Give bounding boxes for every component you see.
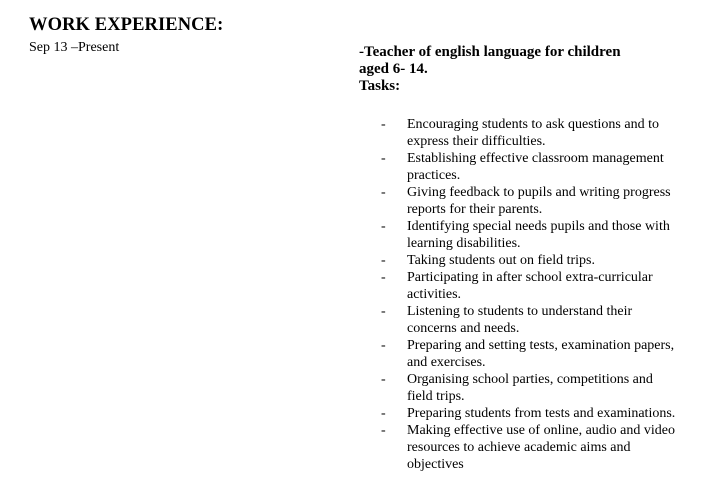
task-list [381,116,681,473]
task-item [381,218,681,252]
tasks-label: Tasks: [359,78,401,94]
task-text: Encouraging students to ask questions and to express their difficulties. [407,117,659,149]
bullet-dash-icon: - [381,219,386,234]
task-item [381,422,681,473]
section-heading: WORK EXPERIENCE: [29,15,224,35]
job-title-line-1: -Teacher of english language for children [359,44,621,60]
task-item [381,337,681,371]
task-text: Establishing effective classroom management practices. [407,151,664,183]
task-text: Identifying special needs pupils and those with learning disabilities. [407,219,670,251]
bullet-dash-icon: - [381,253,386,268]
task-item [381,150,681,184]
bullet-dash-icon: - [381,423,386,438]
bullet-dash-icon: - [381,185,386,200]
job-description [359,44,669,95]
task-text: Listening to students to understand their concerns and needs. [407,304,633,336]
task-item [381,405,681,422]
bullet-dash-icon: - [381,270,386,285]
bullet-dash-icon: - [381,338,386,353]
bullet-dash-icon: - [381,406,386,421]
task-text: Giving feedback to pupils and writing progress reports for their parents. [407,185,671,217]
task-text: Preparing students from tests and examinations. [407,406,676,421]
bullet-dash-icon: - [381,151,386,166]
task-item [381,269,681,303]
bullet-dash-icon: - [381,372,386,387]
task-item [381,303,681,337]
task-text: Making effective use of online, audio and video resources to achieve academic aims and objectives [407,423,675,472]
task-text: Participating in after school extra-curricular activities. [407,270,653,302]
bullet-dash-icon: - [381,117,386,132]
task-item [381,371,681,405]
employment-dates: Sep 13 –Present [29,40,120,55]
task-text: Preparing and setting tests, examination papers, and exercises. [407,338,675,370]
task-text: Organising school parties, competitions and field trips. [407,372,653,404]
bullet-dash-icon: - [381,304,386,319]
task-text: Taking students out on field trips. [407,253,596,268]
task-item [381,252,681,269]
task-item [381,184,681,218]
job-title-line-2: aged 6- 14. [359,61,428,77]
task-item [381,116,681,150]
